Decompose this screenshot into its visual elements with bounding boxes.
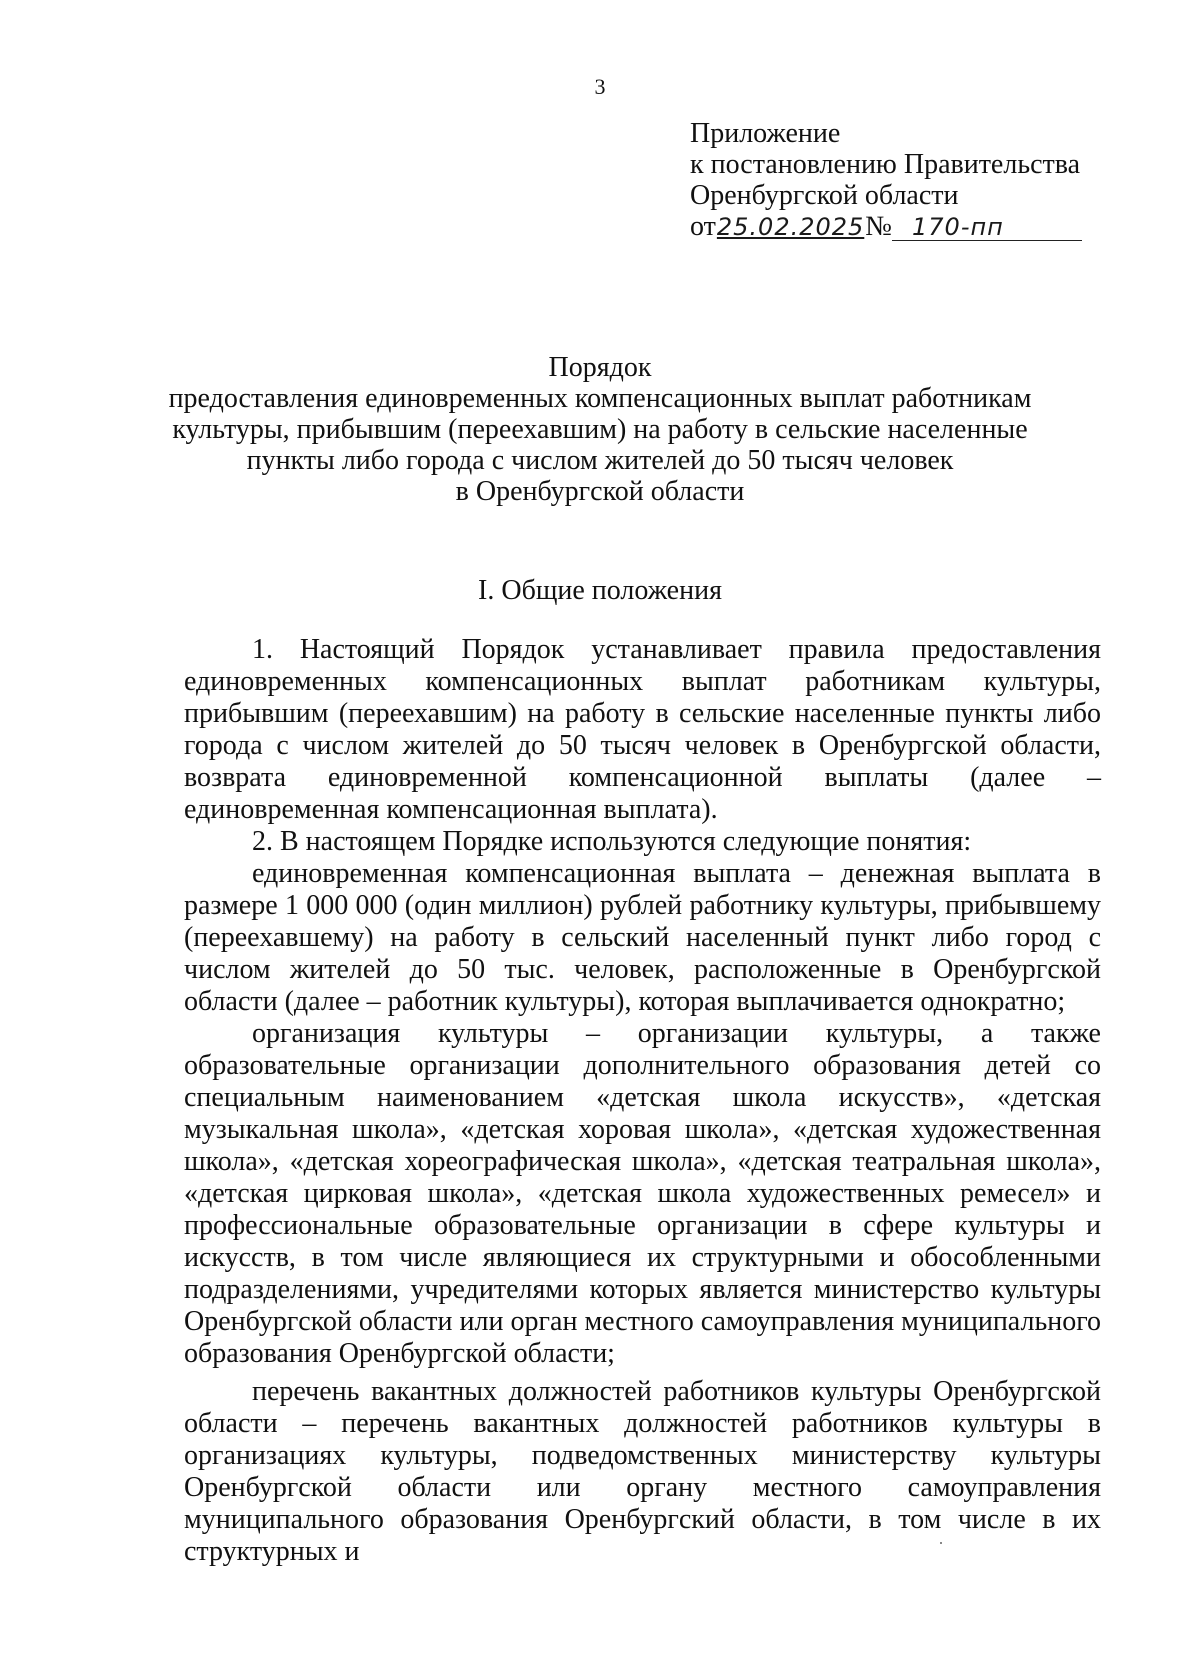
definition-compensation: единовременная компенсационная выплата – денежная выплата в размере 1 000 000 (один миллион) рублей работнику культуры, прибывшему (переехавшему) на работу в сельский населенный пункт либо город с числом жителей до 50 тыс. человек, расположенные в Оренбургской области (далее – работник культуры), которая выплачивается однократно; — [184, 858, 1101, 1017]
title-line-2: предоставления единовременных компенсационных выплат работникам — [168, 383, 1032, 414]
appendix-decree-line: к постановлению Правительства — [690, 149, 1081, 180]
number-sign: № — [865, 211, 893, 242]
title-line-1: Порядок — [548, 352, 652, 383]
paragraph-1: 1. Настоящий Порядок устанавливает правила предоставления единовременных компенсационных выплат работникам культуры, прибывшим (переехавшим) на работу в сельские населенные пункты либо города с числом жителей до 50 тысяч человек в Оренбургской области, возврата единовременной компенсационной выплаты (далее – единовременная компенсационная выплата). — [184, 634, 1101, 825]
section-heading: I. Общие положения — [478, 575, 722, 606]
decree-number: 170-пп — [892, 214, 1082, 241]
appendix-region-line: Оренбургской области — [690, 180, 959, 211]
appendix-title: Приложение — [690, 118, 841, 149]
definition-culture-organization: организация культуры – организации культуры, а также образовательные организации дополнительного образования детей со специальным наименованием «детская школа искусств», «детская музыкальная школа», «детская хоровая школа», «детская художественная школа», «детская хореографическая школа», «детская театральная школа», «детская цирковая школа», «детская школа художественных ремесел» и профессиональные образовательные организации в сфере культуры и искусств, в том числе являющиеся их структурными и обособленными подразделениями, учредителями которых является министерство культуры Оренбургской области или орган местного самоуправления муниципального образования Оренбургской области; — [184, 1018, 1101, 1369]
paragraph-2: 2. В настоящем Порядке используются следующие понятия: — [252, 826, 972, 857]
scan-speck — [940, 1542, 942, 1544]
page-number: 3 — [594, 74, 606, 99]
appendix-block — [690, 118, 1082, 243]
body-text — [184, 634, 1101, 1568]
title-line-3: культуры, прибывшим (переехавшим) на работу в сельские населенные — [172, 414, 1028, 445]
decree-date: 25.02.2025 — [716, 213, 865, 241]
definition-vacancy-list: перечень вакантных должностей работников культуры Оренбургской области – перечень вакантных должностей работников культуры в организациях культуры, подведомственных министерству культуры Оренбургской области или органу местного самоуправления муниципального образования Оренбургский области, в том числе в их структурных и — [184, 1376, 1101, 1567]
document-title — [140, 352, 1060, 507]
appendix-date-line — [690, 211, 1082, 243]
title-line-4: пункты либо города с числом жителей до 50 тысяч человек — [246, 445, 954, 476]
title-line-5: в Оренбургской области — [455, 476, 745, 507]
date-prefix: от — [690, 211, 716, 242]
